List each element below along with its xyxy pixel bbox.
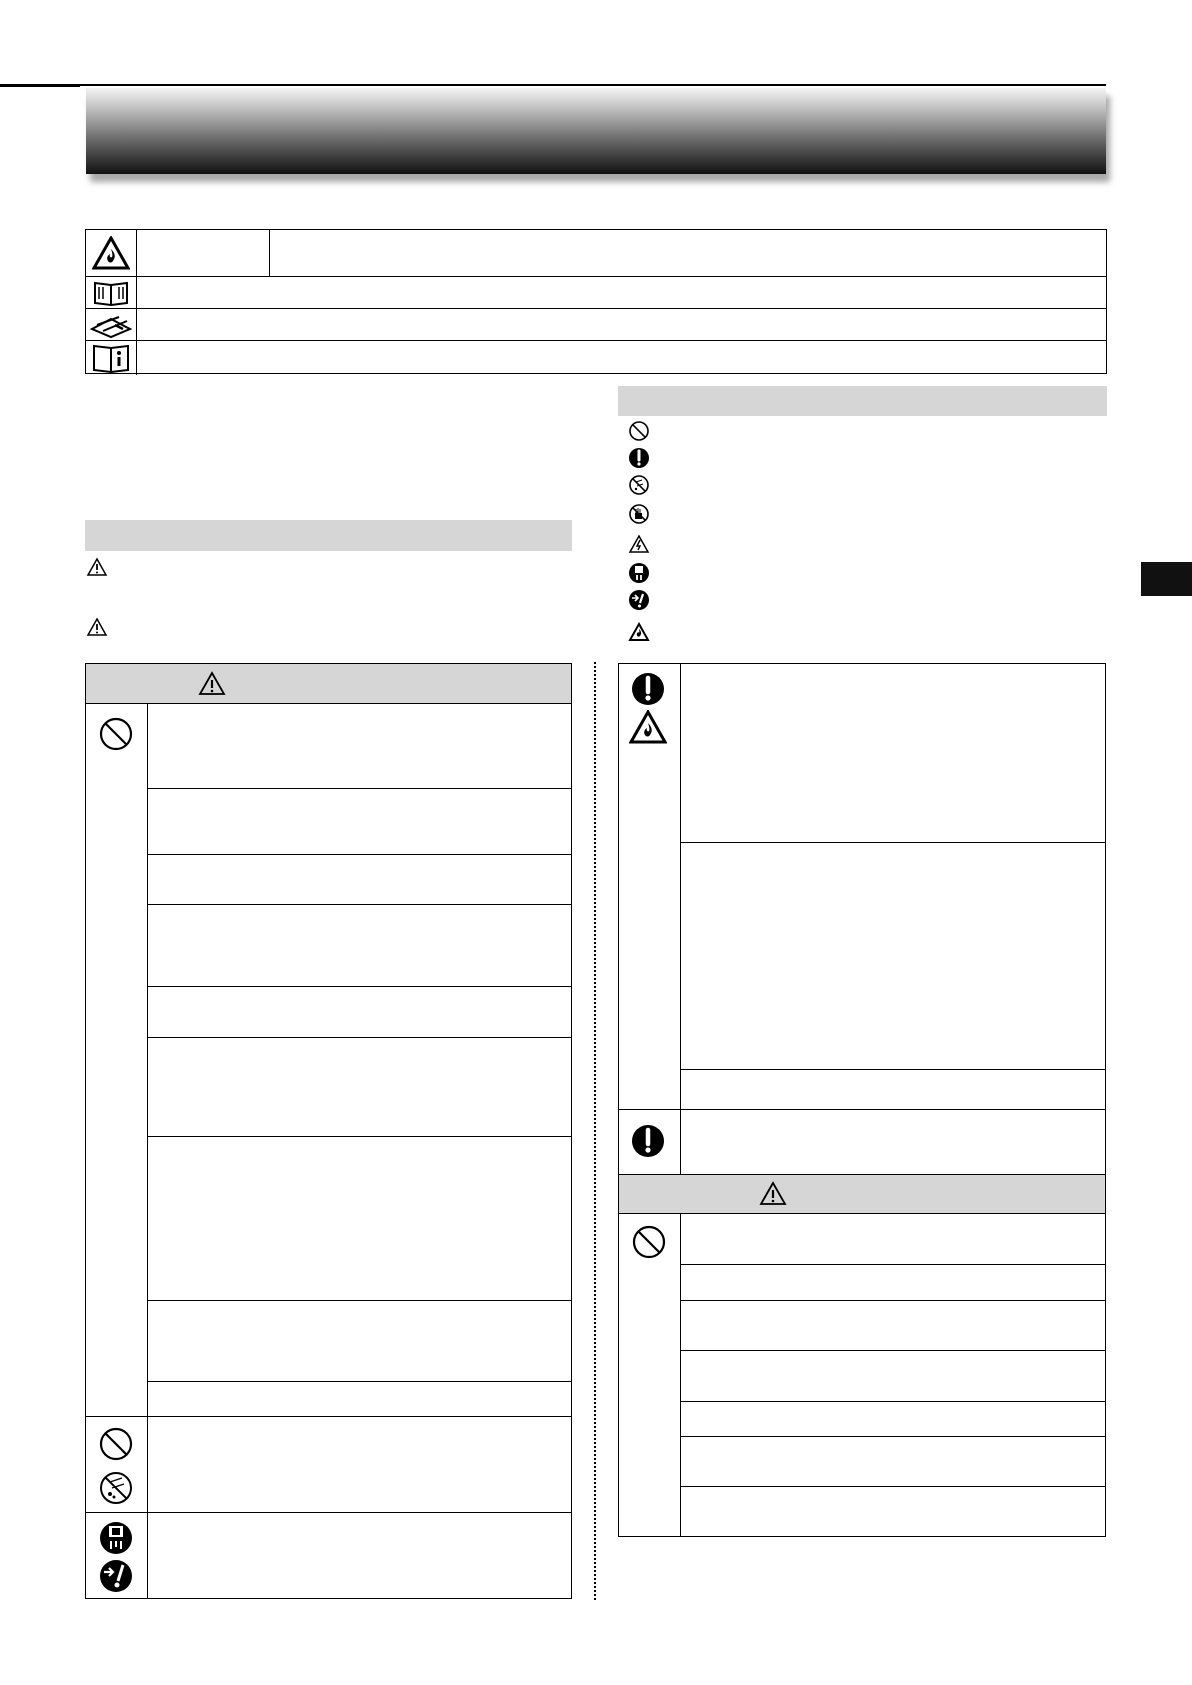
row-divider	[147, 904, 571, 905]
warning-box-continued	[618, 663, 1106, 1537]
unplug-icon	[628, 562, 650, 584]
row-divider	[147, 1300, 571, 1301]
section-tab	[1141, 562, 1192, 596]
row-divider	[147, 854, 571, 855]
icon-column-divider	[147, 704, 148, 1598]
flammable-warning-icon	[629, 710, 667, 744]
page-title-banner	[86, 88, 1106, 174]
instruction-icon	[628, 447, 650, 469]
top-rule	[0, 84, 1106, 86]
do-not-wet-icon	[628, 474, 650, 496]
flammable-warning-icon	[628, 622, 650, 642]
legend-row	[86, 340, 1106, 375]
row-divider	[147, 1136, 571, 1137]
row-divider	[680, 1069, 1105, 1070]
legend-row	[86, 276, 1106, 309]
warning-triangle-icon	[86, 557, 108, 577]
row-divider	[680, 1350, 1105, 1351]
top-rule-accent	[0, 84, 80, 87]
legend-row	[86, 308, 1106, 341]
icon-column-divider	[680, 1109, 681, 1174]
row-divider	[147, 986, 571, 987]
row-divider	[147, 788, 571, 789]
do-not-wet-icon	[98, 1470, 134, 1506]
contact-dealer-icon	[98, 1558, 134, 1594]
legend-row	[86, 230, 1106, 276]
row-divider	[680, 842, 1105, 843]
read-manual-icon	[86, 277, 137, 309]
unplug-icon	[98, 1520, 134, 1556]
row-divider	[619, 1109, 1105, 1110]
row-divider	[86, 1512, 571, 1513]
service-manual-icon	[86, 309, 137, 341]
icon-column-divider	[680, 664, 681, 1110]
information-manual-icon	[86, 341, 137, 375]
no-touch-wet-hands-icon	[628, 503, 650, 525]
prohibited-icon	[98, 716, 134, 752]
row-divider	[680, 1300, 1105, 1301]
warning-triangle-icon	[198, 671, 226, 697]
caution-header	[619, 1175, 1105, 1214]
warning-header	[86, 664, 571, 704]
symbols-section-header	[618, 386, 1107, 416]
instruction-icon	[631, 672, 665, 706]
warning-triangle-icon	[759, 1181, 787, 1207]
flammable-warning-icon	[86, 230, 137, 276]
prohibited-icon	[628, 420, 650, 442]
legend-label-cell	[136, 230, 270, 276]
instruction-icon	[631, 1124, 665, 1158]
warning-box	[85, 663, 572, 1599]
row-divider	[680, 1401, 1105, 1402]
warning-triangle-icon	[86, 617, 108, 637]
row-divider	[680, 1264, 1105, 1265]
row-divider	[680, 1486, 1105, 1487]
column-divider	[594, 662, 596, 1600]
electric-shock-icon	[628, 534, 650, 554]
prohibited-icon	[98, 1426, 134, 1462]
row-divider	[147, 1381, 571, 1382]
row-divider	[147, 1037, 571, 1038]
row-divider	[86, 1416, 571, 1417]
row-divider	[680, 1436, 1105, 1437]
marks-section-header	[85, 520, 572, 551]
prohibited-icon	[631, 1224, 667, 1260]
symbol-legend-table	[85, 229, 1107, 374]
contact-dealer-icon	[628, 589, 650, 611]
intro-paragraph	[85, 392, 571, 512]
icon-column-divider	[680, 1214, 681, 1536]
